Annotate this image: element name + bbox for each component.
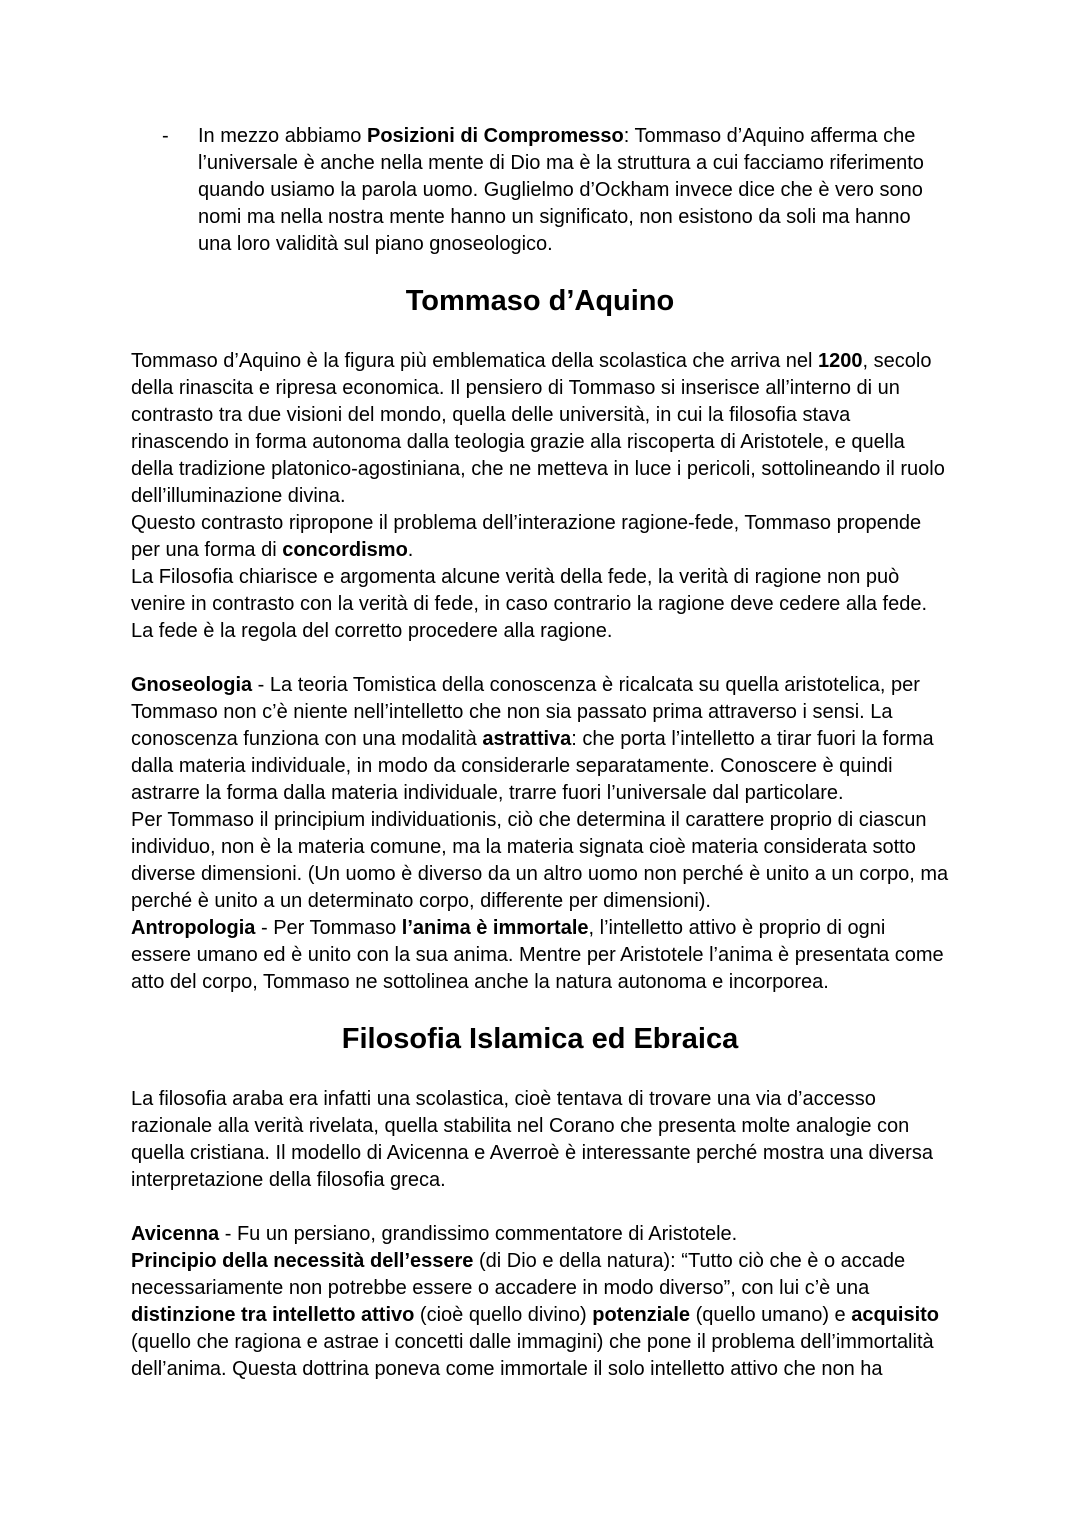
paragraph-tommaso-intro [131,348,949,510]
paragraph-principio-necessita [131,1248,949,1383]
paragraph-avicenna [131,1221,949,1248]
text-run: La Filosofia chiarisce e argomenta alcune verità della fede, la verità di ragione non può venire in contrasto con la verità di fede, in caso contrario la ragione deve cedere alla fede. La fede è la regola del corretto procedere alla ragione. [131,566,928,642]
section-heading-filosofia-islamica: Filosofia Islamica ed Ebraica [341,1023,739,1055]
text-run-bold: 1200 [818,350,863,372]
text-run-bold: concordismo [282,539,408,561]
section-heading-tommaso-daquino: Tommaso d’Aquino [405,285,675,317]
text-run-bold: l’anima è immortale [401,917,589,939]
text-run-bold: acquisito [851,1304,940,1326]
text-run-bold: Posizioni di Compromesso [366,125,624,147]
paragraph-contrasto-ragione-fede [131,510,949,564]
text-run-bold: distinzione tra intelletto attivo [131,1304,415,1326]
text-run-bold: astrattiva [482,728,572,750]
paragraph-filosofia-araba [131,1086,949,1194]
text-run-bold: Principio della necessità dell’essere [131,1250,474,1272]
text-run: (cioè quello divino) [414,1304,593,1326]
text-run: Tommaso d’Aquino è la figura più emblematica della scolastica che arriva nel [131,350,819,372]
text-run-bold: Avicenna [131,1223,220,1245]
text-run: (quello che ragiona e astrae i concetti dalle immagini) che pone il problema dell’immortalità dell’anima. Questa dottrina poneva come immortale il solo intelletto attivo che non ha [131,1331,934,1380]
text-run: - Per Tommaso [255,917,402,939]
text-run-bold: Antropologia [131,917,256,939]
text-run: - La teoria Tomistica della conoscenza è ricalcata su quella aristotelica, per Tommaso non c’è niente nell’intelletto che non sia passato prima attraverso i sensi. La conoscenza funziona con una modalità [131,674,920,750]
text-run: Questo contrasto ripropone il problema dell’interazione ragione-fede, Tommaso propende per una forma di [131,512,922,561]
text-run-bold: Gnoseologia [131,674,253,696]
paragraph-antropologia [131,915,949,996]
text-run: . [407,539,414,561]
text-run: (quello umano) e [690,1304,852,1326]
text-run: , l’intelletto attivo è proprio di ogni essere umano ed è unito con la sua anima. Mentre per Aristotele l’anima è presentata come atto del corpo, Tommaso ne sottolinea anche la natura autonoma e incorporea. [131,917,944,993]
text-run: (di Dio e della natura): “Tutto ciò che è o accade necessariamente non potrebbe essere o accadere in modo diverso”, con lui c’è una [131,1250,906,1299]
bullet-dash: - [162,125,169,147]
paragraph-gnoseologia [131,672,949,807]
paragraph-filosofia-fede [131,564,949,645]
text-run: In mezzo abbiamo [198,125,367,147]
text-run: - Fu un persiano, grandissimo commentatore di Aristotele. [219,1223,738,1245]
list-item-text [198,123,949,258]
text-run-bold: potenziale [592,1304,691,1326]
text-run: , secolo della rinascita e ripresa economica. Il pensiero di Tommaso si inserisce all’interno di un contrasto tra due visioni del mondo, quella delle università, in cui la filosofia stava rinascendo in forma autonoma dalla teologia grazie alla riscoperta di Aristotele, e quella della tradizione platonico-agostiniana, che ne metteva in luce i pericoli, sottolineando il ruolo dell’illuminazione divina. [131,350,945,507]
text-run: Per Tommaso il principium individuationis, ciò che determina il carattere proprio di ciascun individuo, non è la materia comune, ma la materia signata cioè materia considerata sotto diverse dimensioni. (Un uomo è diverso da un altro uomo non perché è unito a un corpo, ma perché è unito a un determinato corpo, differente per dimensioni). [131,809,949,912]
text-run: : Tommaso d’Aquino afferma che l’universale è anche nella mente di Dio ma è la struttura a cui facciamo riferimento quando usiamo la parola uomo. Guglielmo d’Ockham invece dice che è vero sono nomi ma nella nostra mente hanno un significato, non esistono da soli ma hanno una loro validità sul piano gnoseologico. [198,125,924,255]
paragraph-principium-individuationis [131,807,949,915]
text-run: : che porta l’intelletto a tirar fuori la forma dalla materia individuale, in modo da considerarle separatamente. Conoscere è quindi astrarre la forma dalla materia individuale, trarre fuori l’universale dal particolare. [131,728,934,804]
text-run: La filosofia araba era infatti una scolastica, cioè tentava di trovare una via d’accesso razionale alla verità rivelata, quella stabilita nel Corano che presenta molte analogie con quella cristiana. Il modello di Avicenna e Averroè è interessante perché mostra una diversa interpretazione della filosofia greca. [131,1088,933,1191]
list-item-posizioni-di-compromesso [131,123,949,258]
